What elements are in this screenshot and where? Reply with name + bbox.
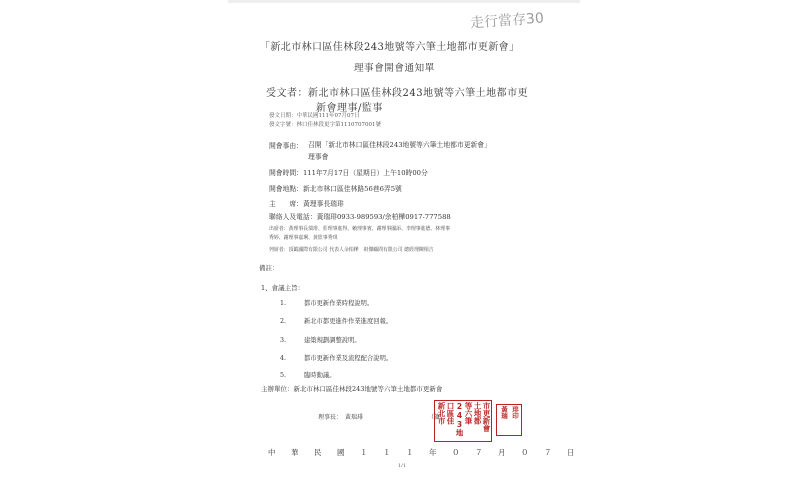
attendees-line-2: 秀婷、謝理事嘉琍、黃監事秀琪 — [269, 235, 338, 241]
agenda-item: 5. 臨時動議。 — [280, 372, 336, 379]
attendees-line-1: 出席者：黃理事長瑞琲、莊理事進得、賴理事賓、謝理事國添、李理事進德、林理事 — [269, 226, 450, 232]
issue-date: 發文日期：中華民國111年07月07日 — [269, 113, 360, 119]
observers: 列席者：頂鉞國際有限公司 代表人余柏樺 祖傑顧問有限公司 總經理陳相吉 — [269, 247, 434, 253]
contact-info: 聯絡人及電話：黃瑞琲0933-989593/余柏樺0917-777588 — [269, 213, 451, 221]
meeting-subject-line-2: 理事會 — [308, 153, 329, 161]
organization-seal: 新北市 口區佳 243地 等六筆 土地都 市更新會 — [434, 400, 492, 442]
agenda-item: 4. 都市更新作業及流程配合說明。 — [280, 355, 393, 362]
meeting-subject-line-1: 召開「新北市林口區佳林段243地號等六筆土地都市更新會」 — [308, 141, 491, 149]
document-title: 「新北市林口區佳林段243地號等六筆土地都市更新會」 — [260, 42, 520, 53]
host-organization: 主辦單位：新北市林口區佳林段243地號等六筆土地都市更新會 — [261, 385, 443, 393]
meeting-place: 開會地點：新北市林口區佳林路56巷6弄5號 — [269, 185, 402, 193]
recipient-line-2: 新會理事/監事 — [316, 103, 383, 114]
agenda-item: 2. 新北市都更進件作業進度回報。 — [280, 318, 393, 325]
chairman-seal: 黃瑞 琲印 — [496, 404, 522, 436]
meeting-chair: 主 席：黃理事長瑞琲 — [269, 200, 344, 208]
recipient-line-1: 受文者：新北市林口區佳林段243地號等六筆土地都市更 — [266, 88, 529, 99]
note-label: 備註： — [259, 264, 279, 272]
handwritten-note: 走行當存30 — [469, 10, 545, 32]
agenda-item: 3. 建築規劃調整說明。 — [280, 337, 361, 344]
agenda-title: 1、會議主旨： — [261, 284, 305, 292]
document-page — [228, 0, 580, 500]
seal-mark: （簽 — [428, 414, 441, 421]
chairman-signature: 理事長： 黃瑞琲 — [318, 414, 364, 421]
document-subtitle: 理事會開會通知單 — [354, 63, 435, 74]
meeting-time: 開會時間：111年7月17日（星期日）上午10時00分 — [269, 169, 428, 177]
page-number: 1/1 — [398, 463, 407, 469]
document-date: 中 華 民 國 １ １ １ 年 ０ ７ 月 ０ ７ 日 — [268, 448, 579, 457]
issue-number: 發文字號：林口佳林段更字第1110707001號 — [269, 122, 381, 128]
meeting-subject-label: 開會事由： — [269, 142, 303, 150]
agenda-item: 1. 都市更新作業時程說明。 — [280, 300, 374, 307]
